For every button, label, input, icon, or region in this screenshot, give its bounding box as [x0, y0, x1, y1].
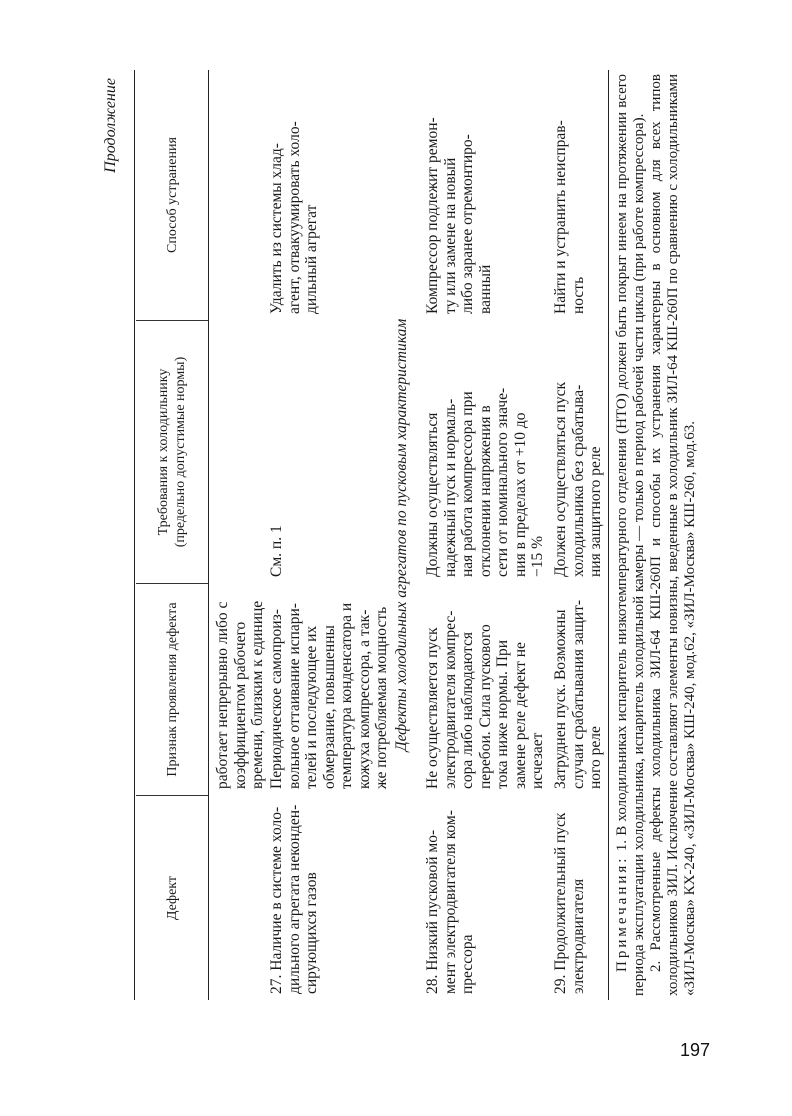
table-row [552, 70, 605, 1000]
header-defect: Дефект [136, 795, 208, 1000]
continuation-label: Продолжение [102, 78, 119, 173]
cell-fix: Удалить из системы хлад- агент, отвакуумировать холо- дильный агрегат [268, 121, 320, 314]
note-1-text: 1. В холодильниках испаритель низкотемпературного отделения (НТО) должен быть покрыт инеем на протяжении всего периода эксплуатации холодильника, испаритель холодильной камеры — только в период рабочей части цикла (при работе компрессора). [614, 73, 647, 996]
header-bottom-rule [208, 70, 209, 1000]
rotated-page [96, 70, 696, 1000]
header-requirement: Требования к холодильнику (предельно допустимые нормы) [136, 320, 208, 583]
cell-defect [214, 795, 267, 1000]
table-row [268, 70, 391, 1000]
cell-fix: Компрессор подлежит ремон- ту или замене на новый либо заранее отремонтиро- ванный [424, 117, 494, 314]
notes-heading: Примечания: [614, 855, 630, 972]
note-2: 2. Рассмотренные дефекты холодильника ЗИЛ-64 КШ-260П и способы их устранения характерны в основном для всех типов холодильников ЗИЛ. Исключение составляют элементы новизны, введенные в холодильник ЗИЛ-64 КШ-260П по сравнению с холодильниками «ЗИЛ-Москва» КХ-240, «ЗИЛ-Москва» КШ-240, мод.62, «ЗИЛ-Москва» КШ-260, мод.63. [648, 74, 698, 996]
notes [614, 70, 699, 1000]
cell-defect: 29. Продолжительный пуск электродвигателя [552, 812, 587, 994]
cell-requirement: См. п. 1 [268, 525, 285, 577]
cell-symptom: Затруднен пуск. Возможны случаи срабатывания защит- ного реле [552, 599, 604, 789]
table-bottom-rule [608, 70, 609, 1000]
table-header [136, 70, 208, 1000]
cell-symptom: Периодическое самопроиз- вольное оттаивание испари- телей и последующее их обмерзание, повышенны температура конденсатора и кожуха компрессора, а так- же потребляемая мощность [268, 602, 390, 789]
page-number: 197 [680, 1040, 711, 1060]
cell-defect: 28. Низкий пусковой мо- мент электродвигателя ком- прессора [424, 810, 476, 994]
header-fix: Способ устранения [164, 137, 180, 253]
cell-requirement: Должен осуществляться пуск холодильника без срабатыва- ния защитного реле [552, 382, 604, 577]
cell-symptom: Не осуществляется пуск электродвигателя компрес- сора либо наблюдаются перебои. Сила пускового тока ниже нормы. При замене реле дефект не исчезает [424, 610, 546, 789]
cell-requirement: Должны осуществляться надежный пуск и нормаль- ная работа компрессора при отклонении напряжения в сети от номинального значе- ния в пределах от +10 до −15 % [424, 387, 546, 577]
table-top-rule [134, 70, 135, 1000]
cell-fix [214, 70, 267, 320]
table-row [424, 70, 547, 1000]
section-title: Дефекты холодильных агрегатов по пусковым характеристикам [393, 318, 410, 752]
cell-fix: Найти и устранить неисправ- ность [552, 120, 587, 314]
note-1 [614, 74, 648, 996]
cell-symptom: работает непрерывно либо с коэффициентом рабочего времени, близким к единице [214, 600, 266, 789]
cell-defect: 27. Наличие в системе холо- дильного агрегата неконден- сирующихся газов [268, 804, 320, 994]
table-row [214, 70, 267, 1000]
cell-requirement [214, 320, 267, 583]
header-symptom: Признак проявления дефекта [136, 583, 208, 795]
